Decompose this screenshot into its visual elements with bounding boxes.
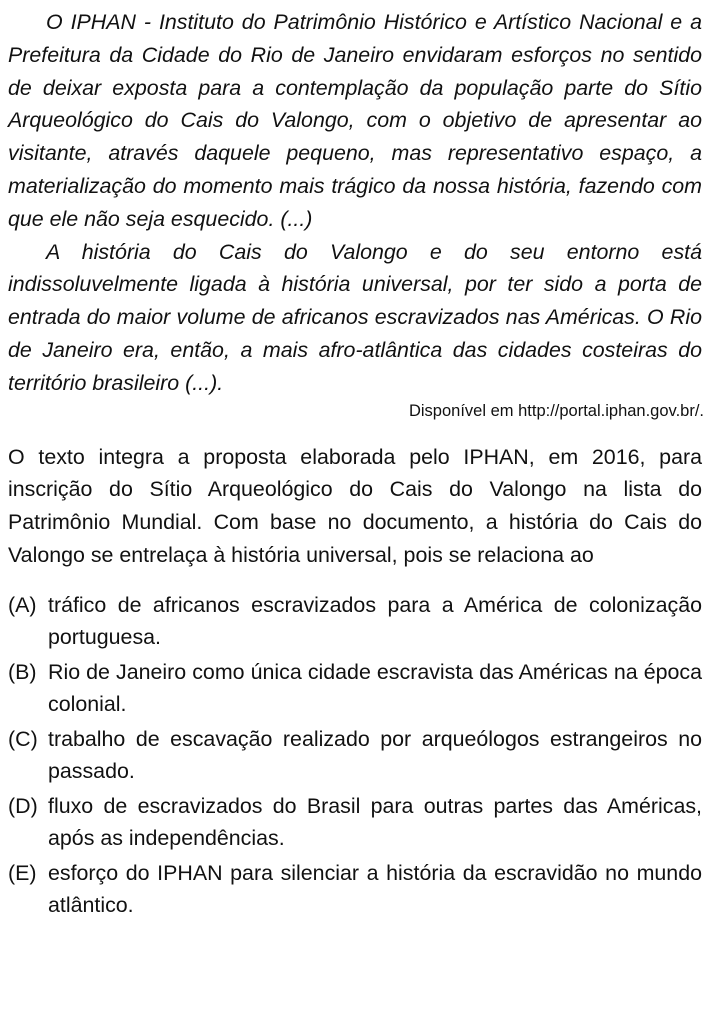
option-text: trabalho de escavação realizado por arqueólogos estrangeiros no passado. (48, 726, 702, 783)
option-c[interactable] (8, 723, 702, 787)
quote-paragraph-1: O IPHAN - Instituto do Patrimônio Histórico e Artístico Nacional e a Prefeitura da Cidade do Rio de Janeiro envidaram esforços no sentido de deixar exposta para a contemplação da população parte do Sítio Arqueológico do Cais do Valongo, com o objetivo de apresentar ao visitante, através daquele pequeno, mas representativo espaço, a materialização do momento mais trágico da nossa história, fazendo com que ele não seja esquecido. (...) (8, 10, 702, 231)
option-text: fluxo de escravizados do Brasil para outras partes das Américas, após as independências. (48, 793, 702, 850)
option-letter: (E) (8, 860, 37, 885)
option-text: esforço do IPHAN para silenciar a história da escravidão no mundo atlântico. (48, 860, 702, 917)
option-text: Rio de Janeiro como única cidade escravista das Américas na época colonial. (48, 659, 702, 716)
answer-options (8, 589, 702, 921)
option-a[interactable] (8, 589, 702, 653)
quoted-text (8, 6, 702, 400)
option-letter: (C) (8, 726, 38, 751)
option-text: tráfico de africanos escravizados para a América de colonização portuguesa. (48, 592, 702, 649)
option-e[interactable] (8, 857, 702, 921)
question-stem: O texto integra a proposta elaborada pelo IPHAN, em 2016, para inscrição do Sítio Arqueológico do Cais do Valongo na lista do Patrimônio Mundial. Com base no documento, a história do Cais do Valongo se entrelaça à história universal, pois se relaciona ao (8, 444, 702, 567)
option-b[interactable] (8, 656, 702, 720)
question-page (8, 6, 702, 924)
option-letter: (B) (8, 659, 37, 684)
quote-paragraph-2: A história do Cais do Valongo e do seu entorno está indissoluvelmente ligada à história universal, por ter sido a porta de entrada do maior volume de africanos escravizados nas Américas. O Rio de Janeiro era, então, a mais afro-atlântica das cidades costeiras do território brasileiro (...). (8, 239, 702, 395)
quote-source: Disponível em http://portal.iphan.gov.br/. (408, 401, 704, 420)
option-d[interactable] (8, 790, 702, 854)
option-letter: (A) (8, 592, 37, 617)
option-letter: (D) (8, 793, 38, 818)
